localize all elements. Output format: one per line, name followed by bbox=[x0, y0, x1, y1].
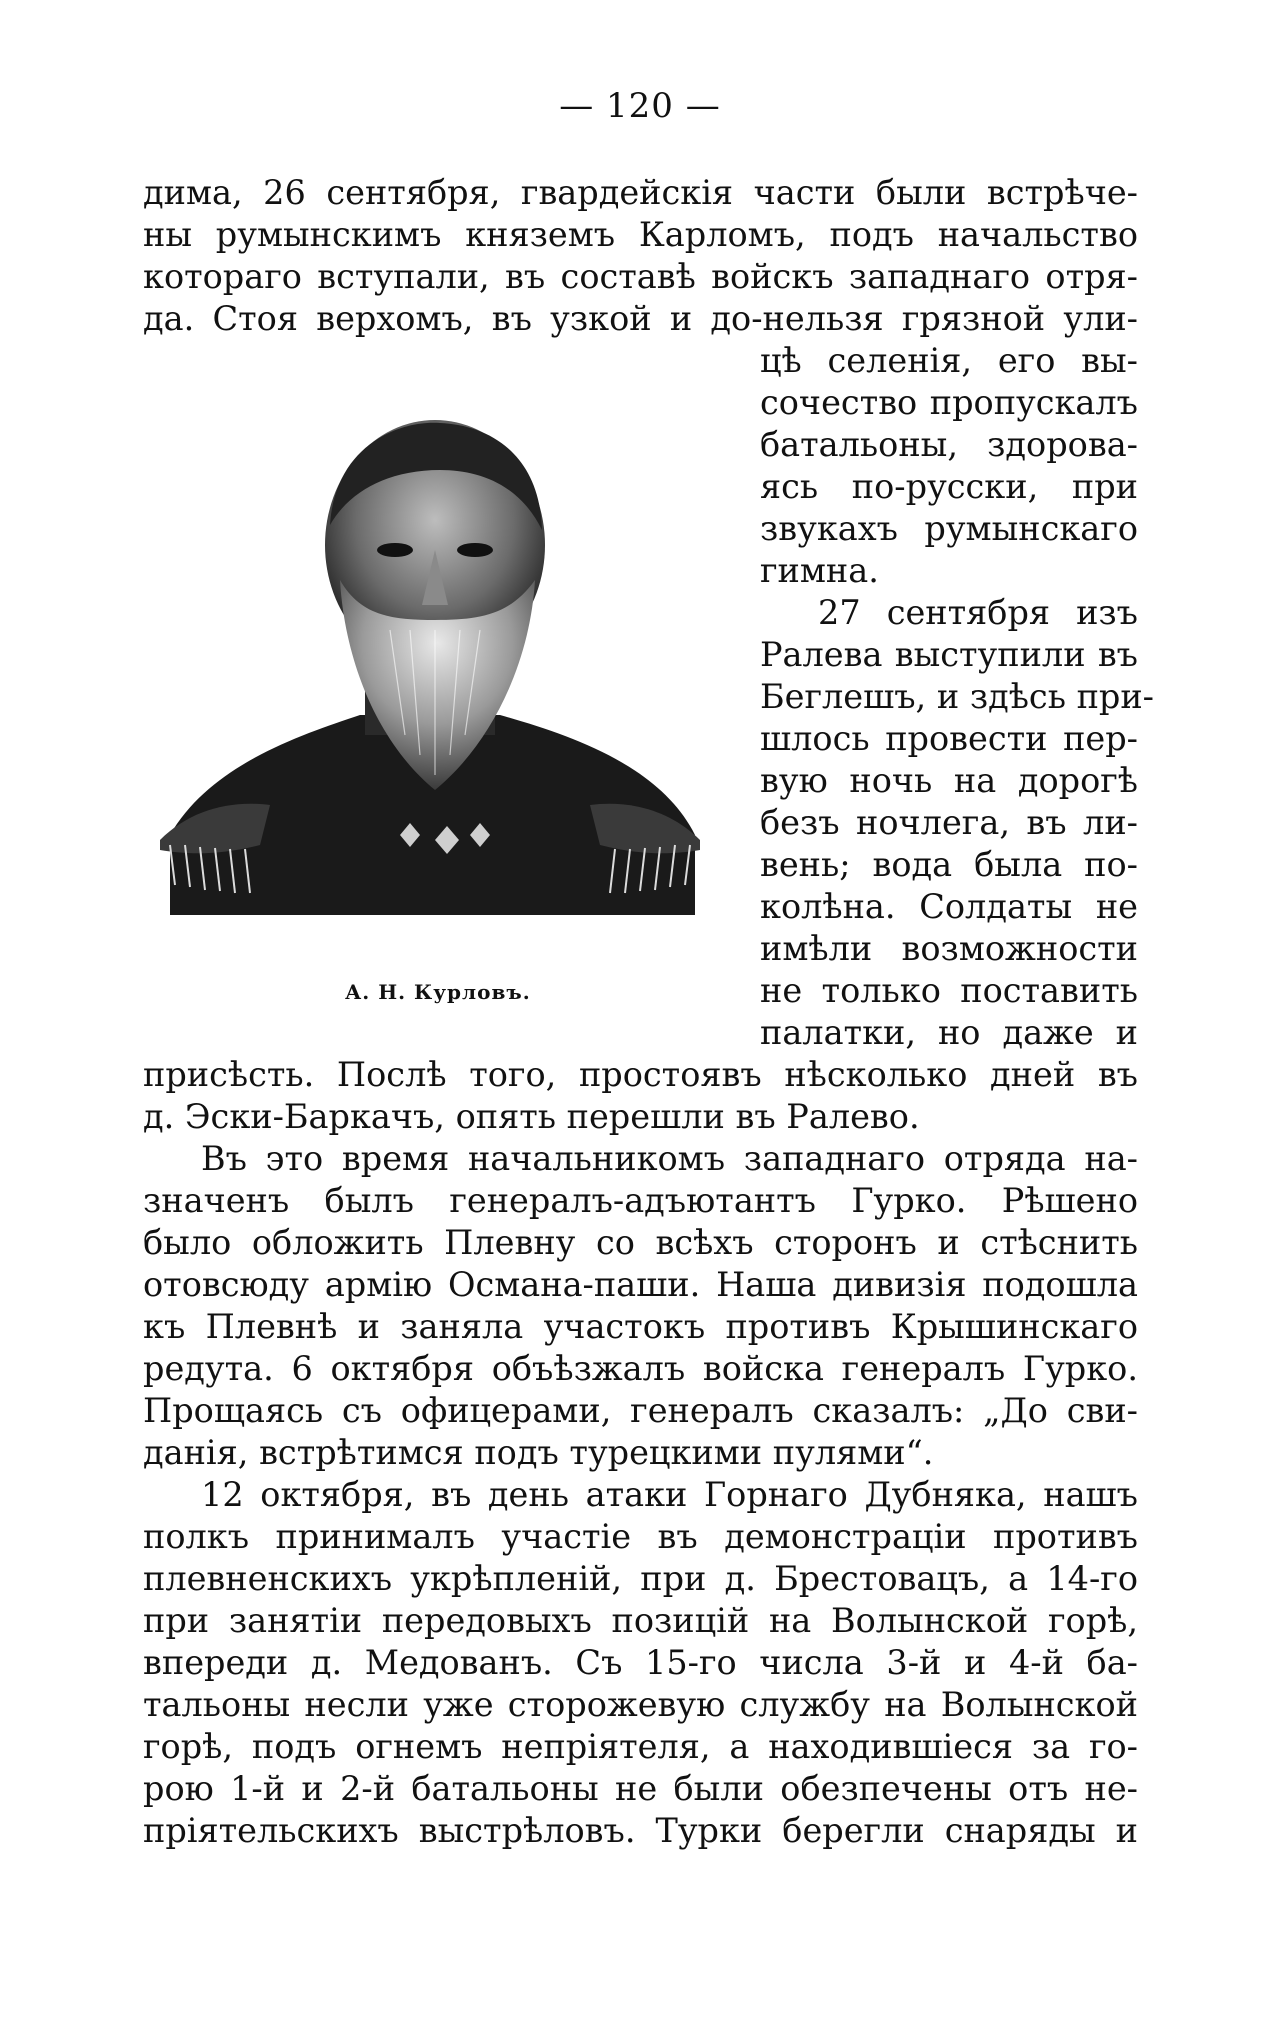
text-line: пріятельскихъ выстрѣловъ. Турки берегли снаряды и bbox=[143, 1811, 1138, 1850]
text-line: да. Стоя верхомъ, въ узкой и до-нельзя грязной ули- bbox=[143, 299, 1138, 338]
side-text-line: звукахъ румынскаго bbox=[760, 509, 1138, 548]
text-line: тальоны несли уже сторожевую службу на Волынской bbox=[143, 1685, 1138, 1724]
text-line: горѣ, подъ огнемъ непріятеля, а находившіеся за го- bbox=[143, 1727, 1138, 1766]
side-text-line: вень; вода была по- bbox=[760, 845, 1138, 884]
side-text-line: шлось провести пер- bbox=[760, 719, 1138, 758]
text-line: 12 октября, въ день атаки Горнаго Дубняка, нашъ bbox=[201, 1475, 1138, 1514]
text-line: редута. 6 октября объѣзжалъ войска генералъ Гурко. bbox=[143, 1349, 1138, 1388]
side-text-line: ясь по-русски, при bbox=[760, 467, 1138, 506]
text-line: отовсюду армію Османа-паши. Наша дивизія подошла bbox=[143, 1265, 1138, 1304]
text-line: было обложить Плевну со всѣхъ сторонъ и стѣснить bbox=[143, 1223, 1138, 1262]
text-line: Въ это время начальникомъ западнаго отряда на- bbox=[201, 1139, 1138, 1178]
text-line: дима, 26 сентября, гвардейскія части были встрѣче- bbox=[143, 173, 1138, 212]
side-text-line: палатки, но даже и bbox=[760, 1013, 1138, 1052]
side-text-line: колѣна. Солдаты не bbox=[760, 887, 1138, 926]
bearded-general-portrait-icon bbox=[150, 415, 710, 935]
portrait-caption: А. Н. Курловъ. bbox=[345, 980, 531, 1004]
text-line: ны румынскимъ княземъ Карломъ, подъ начальство bbox=[143, 215, 1138, 254]
text-line: плевненскихъ укрѣпленій, при д. Брестовацъ, а 14-го bbox=[143, 1559, 1138, 1598]
text-line: при занятіи передовыхъ позицій на Волынской горѣ, bbox=[143, 1601, 1138, 1640]
side-text-line: сочество пропускалъ bbox=[760, 383, 1138, 422]
side-text-line: гимна. bbox=[760, 551, 879, 590]
text-line: рою 1-й и 2-й батальоны не были обезпечены отъ не- bbox=[143, 1769, 1138, 1808]
text-line: данія, встрѣтимся подъ турецкими пулями“. bbox=[143, 1433, 934, 1472]
side-text-line: батальоны, здорова- bbox=[760, 425, 1138, 464]
page-number: — 120 — bbox=[559, 86, 721, 126]
text-line: къ Плевнѣ и заняла участокъ противъ Крышинскаго bbox=[143, 1307, 1138, 1346]
text-line: присѣсть. Послѣ того, простоявъ нѣсколько дней въ bbox=[143, 1055, 1138, 1094]
side-text-line: имѣли возможности bbox=[760, 929, 1138, 968]
text-line: значенъ былъ генералъ-адъютантъ Гурко. Рѣшено bbox=[143, 1181, 1138, 1220]
text-line: Прощаясь съ офицерами, генералъ сказалъ: „До сви- bbox=[143, 1391, 1138, 1430]
side-text-line: вую ночь на дорогѣ bbox=[760, 761, 1138, 800]
side-text-line: 27 сентября изъ bbox=[818, 593, 1138, 632]
side-text-line: цѣ селенія, его вы- bbox=[760, 341, 1138, 380]
text-line: д. Эски-Баркачъ, опять перешли въ Ралево. bbox=[143, 1097, 920, 1136]
side-text-line: безъ ночлега, въ ли- bbox=[760, 803, 1138, 842]
text-line: котораго вступали, въ составѣ войскъ западнаго отря- bbox=[143, 257, 1138, 296]
side-text-line: Ралева выступили въ bbox=[760, 635, 1138, 674]
side-text-line: не только поставить bbox=[760, 971, 1138, 1010]
text-line: полкъ принималъ участіе въ демонстраціи противъ bbox=[143, 1517, 1138, 1556]
side-text-line: Беглешъ, и здѣсь при- bbox=[760, 677, 1155, 716]
text-line: впереди д. Медованъ. Съ 15-го числа 3-й и 4-й ба- bbox=[143, 1643, 1138, 1682]
